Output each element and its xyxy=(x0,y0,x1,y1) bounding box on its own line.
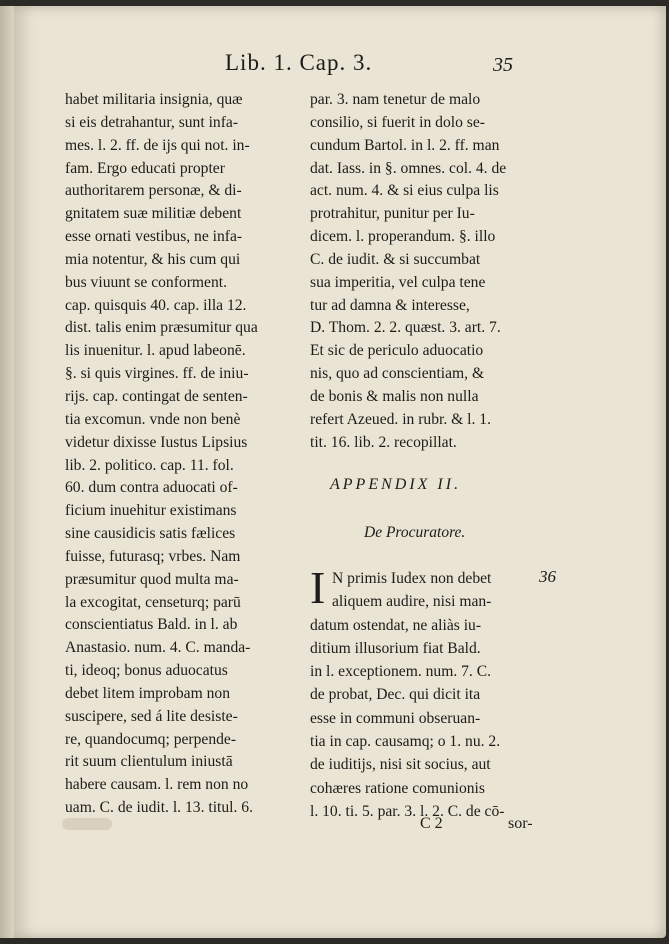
text-line: refert Azeued. in rubr. & l. 1. xyxy=(310,410,492,428)
text-line: dat. Iass. in §. omnes. col. 4. de xyxy=(310,159,507,177)
text-line: nis, quo ad conscientiam, & xyxy=(310,365,485,383)
text-line: aliquem audire, nisi man- xyxy=(332,593,492,611)
text-line: esse in communi obseruan- xyxy=(310,709,481,727)
text-line: cundum Bartol. in l. 2. ff. man xyxy=(310,136,500,154)
text-line: mes. l. 2. ff. de ijs qui not. in- xyxy=(65,136,250,154)
text-line: Et sic de periculo aduocatio xyxy=(310,342,484,360)
signature-mark: C 2 xyxy=(420,815,443,832)
text-line: l. 10. ti. 5. par. 3. l. 2. C. de cō- xyxy=(310,802,505,820)
text-line: lis inuenitur. l. apud labeonē. xyxy=(65,342,246,360)
marginal-number: 36 xyxy=(539,567,556,586)
ink-smudge xyxy=(62,818,112,830)
text-line: habere causam. l. rem non no xyxy=(65,776,249,794)
text-line: act. num. 4. & si eius culpa lis xyxy=(310,182,499,200)
text-line: sine causidicis satis fælices xyxy=(65,525,236,543)
text-line: conscientiatus Bald. in l. ab xyxy=(65,616,238,634)
text-line: re, quandocumq; perpende- xyxy=(65,730,237,748)
text-line: datum ostendat, ne aliàs iu- xyxy=(310,616,482,634)
text-line: sua imperitia, vel culpa tene xyxy=(310,273,486,291)
text-line: rijs. cap. contingat de senten- xyxy=(65,387,248,405)
text-line: rit suum clientulum iniustā xyxy=(65,753,233,771)
text-line: debet litem improbam non xyxy=(65,684,230,702)
text-line: cohæres ratione comunionis xyxy=(310,779,485,797)
text-line: tia in cap. causamq; o 1. nu. 2. xyxy=(310,733,501,751)
text-line: fuisse, futurasq; vrbes. Nam xyxy=(65,547,241,565)
text-line: in l. exceptionem. num. 7. C. xyxy=(310,663,492,681)
text-line: C. de iudit. & si succumbat xyxy=(310,250,481,268)
text-line: præsumitur quod multa ma- xyxy=(65,570,239,588)
section-heading: APPENDIX II. xyxy=(330,476,462,493)
section-subheading: De Procuratore. xyxy=(364,524,466,541)
text-line: de probat, Dec. qui dicit ita xyxy=(310,686,481,704)
right-column-bottom xyxy=(310,562,505,823)
right-column-top xyxy=(310,89,538,455)
running-head: Lib. 1. Cap. 3. xyxy=(225,50,373,75)
text-line: ficium inuehitur existimans xyxy=(65,502,237,520)
text-line: cap. quisquis 40. cap. illa 12. xyxy=(65,296,247,314)
text-line: suscipere, sed á lite desiste- xyxy=(65,707,238,725)
drop-cap-initial: I xyxy=(310,562,326,613)
text-line: tur ad damna & interesse, xyxy=(310,296,470,314)
text-line: la excogitat, censeturq; parū xyxy=(65,593,241,611)
text-line: ditium illusorium fiat Bald. xyxy=(310,639,481,657)
text-line: protrahitur, punitur per Iu- xyxy=(310,205,475,223)
text-line: Anastasio. num. 4. C. manda- xyxy=(65,639,251,657)
catchword: sor- xyxy=(508,815,533,832)
text-line: videtur dixisse Iustus Lipsius xyxy=(65,433,248,451)
text-line: mia notentur, & his cum qui xyxy=(65,250,241,268)
text-line: D. Thom. 2. 2. quæst. 3. art. 7. xyxy=(310,319,501,337)
text-line: esse ornati vestibus, ne infa- xyxy=(65,228,243,246)
text-line: uam. C. de iudit. l. 13. titul. 6. xyxy=(65,799,253,817)
text-line: N primis Iudex non debet xyxy=(332,570,492,587)
text-line: dicem. l. properandum. §. illo xyxy=(310,228,496,246)
text-line: fam. Ergo educati propter xyxy=(65,159,225,177)
text-line: de bonis & malis non nulla xyxy=(310,387,479,405)
text-line: gnitatem suæ militiæ debent xyxy=(65,205,242,223)
text-line: habet militaria insignia, quæ xyxy=(65,91,243,108)
text-line: §. si quis virgines. ff. de iniu- xyxy=(65,365,249,383)
text-line: lib. 2. politico. cap. 11. fol. xyxy=(65,456,234,474)
text-line: par. 3. nam tenetur de malo xyxy=(310,91,481,108)
text-line: dist. talis enim præsumitur qua xyxy=(65,319,258,337)
text-line: si eis detrahantur, sunt infa- xyxy=(65,113,239,131)
text-line: consilio, si fuerit in dolo se- xyxy=(310,113,485,131)
text-line: authoritarem personæ, & di- xyxy=(65,182,242,200)
text-line: de iuditijs, nisi sit socius, aut xyxy=(310,756,491,774)
text-line: tit. 16. lib. 2. recopillat. xyxy=(310,433,457,451)
folio-page-number: 35 xyxy=(493,54,513,76)
text-line: tia excomun. vnde non benè xyxy=(65,410,241,428)
text-line: bus viuunt se conforment. xyxy=(65,273,227,291)
left-column xyxy=(65,89,293,820)
text-line: 60. dum contra aduocati of- xyxy=(65,479,238,497)
text-line: ti, ideoq; bonus aduocatus xyxy=(65,662,228,680)
